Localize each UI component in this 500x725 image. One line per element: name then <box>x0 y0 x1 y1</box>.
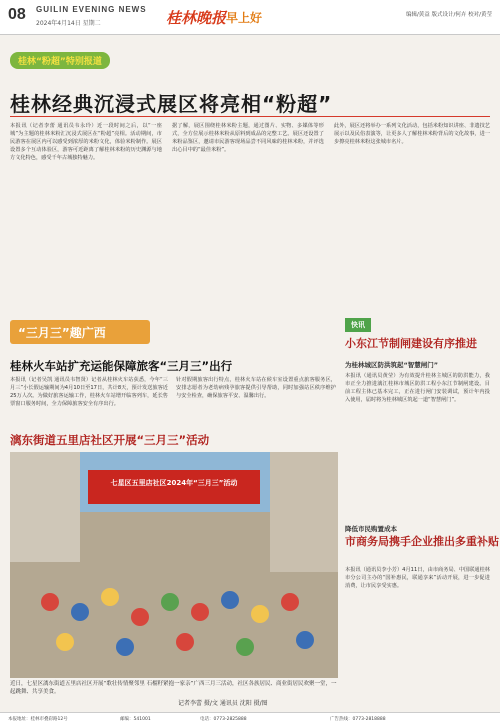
top-story-title: 桂林经典沉浸式展区将亮相“粉超” <box>10 92 333 116</box>
photo-credit: 记者李蕾 摄/文 通讯员 沈阳 摄/图 <box>178 700 268 707</box>
top-story-column-2: 据了解，展区围绕桂林米粉主题，通过图片、实物、多媒体等形式，全方位展示桂林米粉从原料到成品的完整工艺。展区还设置了米粉品鉴区，邀请市民游客现场品尝不同风味的桂林米粉，并评选出心目中的“最佳米粉”。 <box>172 123 324 153</box>
top-story-column-1: 本报讯（记者李蕾 通讯员韦永玲）近一段时间之后，以“一座城”为主题的桂林米粉汇沉浸式展区在“粉超”亮相。活动期间，市民游客在展区内可以感受到浓厚的米粉文化，体验米粉制作。展区设置多个互动体验区，游客可近距离了解桂林米粉的历史渊源与地方文化特色，感受千年古城独特魅力。 <box>10 123 162 161</box>
issue-date: 2024年4月14日 星期二 <box>36 20 101 27</box>
newspaper-logo: 桂林晚报 <box>166 9 227 27</box>
title-rule <box>10 116 490 117</box>
footer-phone: 电话：0773-2825888 <box>200 717 247 722</box>
community-event-title: 漓东街道五里店社区开展“三月三”活动 <box>10 433 210 447</box>
news-flash-tag: 快讯 <box>345 318 371 332</box>
photo-banner-text: 七星区五里店社区2024年“三月三”活动 <box>110 479 238 487</box>
edition-name: 早上好 <box>226 11 263 25</box>
train-column-2: 针对假期旅客出行特点，桂林火车站在候车室设置重点旅客服务区，安排志愿者为老幼病残孕旅客提供引导帮助，同时加强站区秩序维护与安全检查，确保旅客平安、温馨出行。 <box>176 377 336 399</box>
special-report-banner: 桂林“粉超”特别报道 <box>10 52 110 69</box>
subsidy-body: 本报讯（通讯员李小芳）4月11日，由市商务局、中国联通桂林市分公司主办的“国补惠民，联通享来”活动开展，进一步促进消费，让市民享受实惠。 <box>345 567 490 589</box>
sanyuesan-banner: “三月三”趣广西 <box>10 320 150 344</box>
floodgate-body: 本报讯（通讯员黄莹）为有效提升桂林主城区的防洪能力，我市正全力推进漓江桂林市城区防洪工程小东江节制闸建设。目前工程主体已基本完工，正在进行闸门安装调试，预计年内投入使用，届时将为桂林城区筑起一道“智慧闸门”。 <box>345 373 490 403</box>
photo-caption: 近日，七星区漓东街道五里店社区开展“歌壮传情聚邻里 石榴籽紧抱一家亲”广西三月三活动，社区各族居民、商业街居民欢聚一堂，一起跳舞、共享美食。 <box>10 681 337 695</box>
footer-address: 本报地址：桂林市叠彩路12号 <box>8 717 68 722</box>
footer-postcode: 邮编：541001 <box>120 717 151 722</box>
page-number: 08 <box>8 6 26 23</box>
subsidy-title: 市商务局携手企业推出多重补贴 <box>345 535 499 548</box>
top-story-column-3: 此外，展区还将举办一系列文化活动，包括米粉知识讲座、非遗技艺展示以及民俗表演等，让更多人了解桂林米粉背后的文化故事，进一步擦亮桂林米粉这张城市名片。 <box>334 123 490 145</box>
subsidy-kicker: 降低市民购置成本 <box>345 525 397 533</box>
footer-ad-hotline: 广告热线：0773-2818888 <box>330 717 386 722</box>
english-name: GUILIN EVENING NEWS <box>36 5 147 14</box>
community-event-photo <box>10 452 338 678</box>
train-station-title: 桂林火车站扩充运能保障旅客“三月三”出行 <box>10 359 233 373</box>
floodgate-title: 小东江节制闸建设有序推进 <box>345 337 477 350</box>
train-column-1: 本报讯（记者吴凯 通讯员韦智贤）记者从桂林火车站获悉，今年“三月三”小长假运输期间为4月10日至17日，共计8天，预计发送旅客近25万人次。为做好旅客运输工作，桂林火车站增开临客列车，延长售票窗口服务时间，全力保障旅客安全有序出行。 <box>10 377 168 407</box>
floodgate-subtitle: 为桂林城区防洪筑起“智慧闸门” <box>345 361 439 369</box>
page-footer <box>0 712 500 725</box>
page-header <box>0 0 500 35</box>
editor-credits: 编辑/黄益 版式设计/何卉 校对/黄莹 <box>405 12 492 18</box>
